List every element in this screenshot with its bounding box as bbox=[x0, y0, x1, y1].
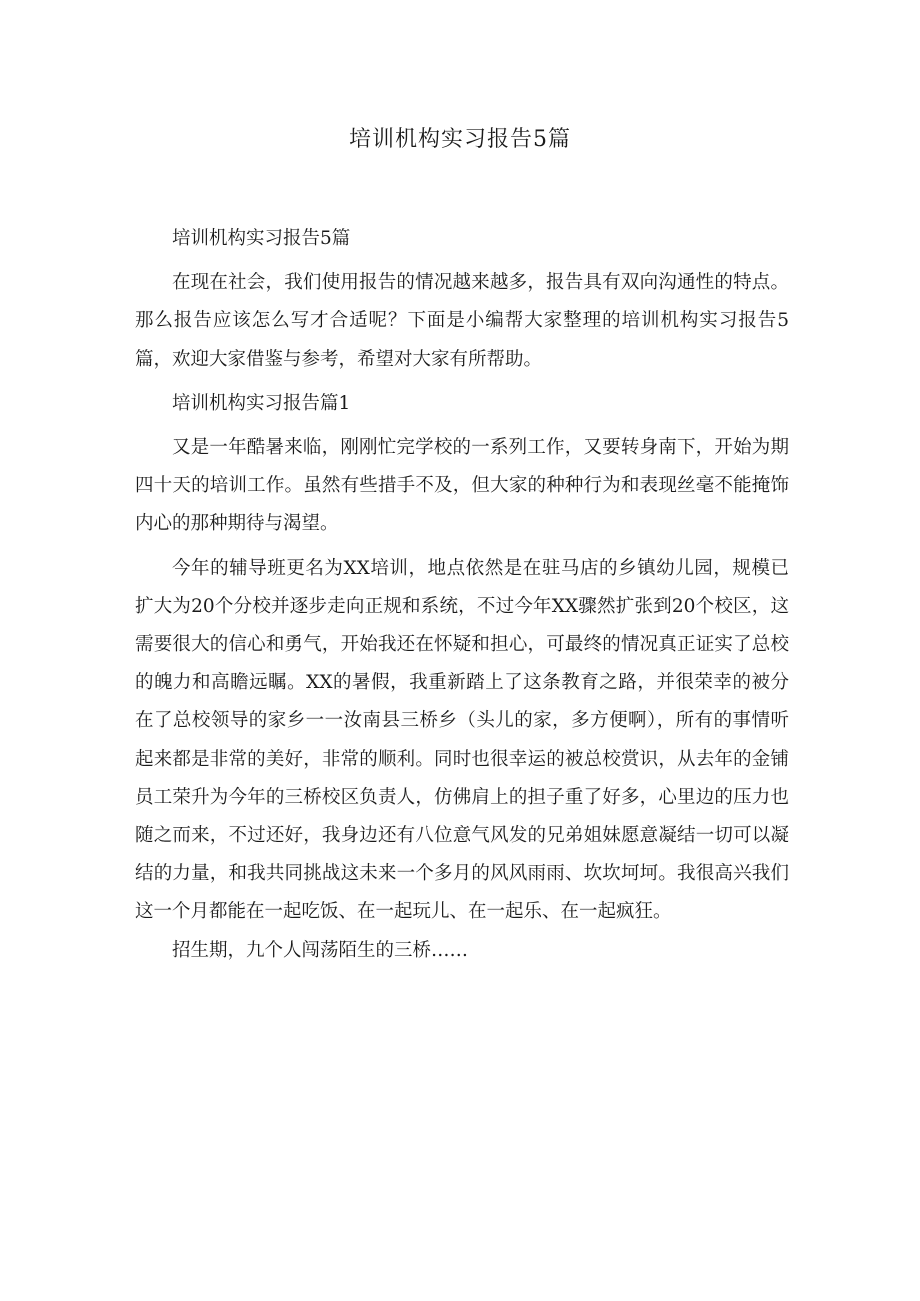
body-paragraph-3: 招生期，九个人闯荡陌生的三桥…… bbox=[172, 939, 469, 961]
intro-heading: 培训机构实习报告5篇 bbox=[172, 228, 351, 249]
section-heading-1: 培训机构实习报告篇1 bbox=[172, 392, 351, 414]
intro-paragraph: 在现在社会，我们使用报告的情况越来越多，报告具有双向沟通性的特点。那么报告应该怎么写才合适呢？下面是小编帮大家整理的培训机构实习报告5篇，欢迎大家借鉴与参考，希望对大家有所帮助。 bbox=[135, 272, 789, 370]
body-paragraph-2: 今年的辅导班更名为XX培训，地点依然是在驻马店的乡镇幼儿园，规模已扩大为20个分校并逐步走向正规和系统，不过今年XX骤然扩张到20个校区，这需要很大的信心和勇气，开始我还在怀疑和担心，可最终的情况真正证实了总校的魄力和高瞻远瞩。XX的暑假，我重新踏上了这条教育之路，并很荣幸的被分在了总校领导的家乡一一汝南县三桥乡（头儿的家，多方便啊），所有的事情听起来都是非常的美好，非常的顺利。同时也很幸运的被总校赏识，从去年的金铺员工荣升为今年的三桥校区负责人，仿佛肩上的担子重了好多，心里边的压力也随之而来，不过还好，我身边还有八位意气风发的兄弟姐妹愿意凝结一切可以凝结的力量，和我共同挑战这未来一个多月的风风雨雨、坎坎坷坷。我很高兴我们这一个月都能在一起吃饭、在一起玩儿、在一起乐、在一起疯狂。 bbox=[135, 557, 789, 923]
document-body bbox=[135, 220, 789, 976]
body-paragraph-1: 又是一年酷暑来临，刚刚忙完学校的一系列工作，又要转身南下，开始为期四十天的培训工作。虽然有些措手不及，但大家的种种行为和表现丝毫不能掩饰内心的那种期待与渴望。 bbox=[135, 437, 789, 535]
document-title: 培训机构实习报告5篇 bbox=[349, 127, 571, 152]
